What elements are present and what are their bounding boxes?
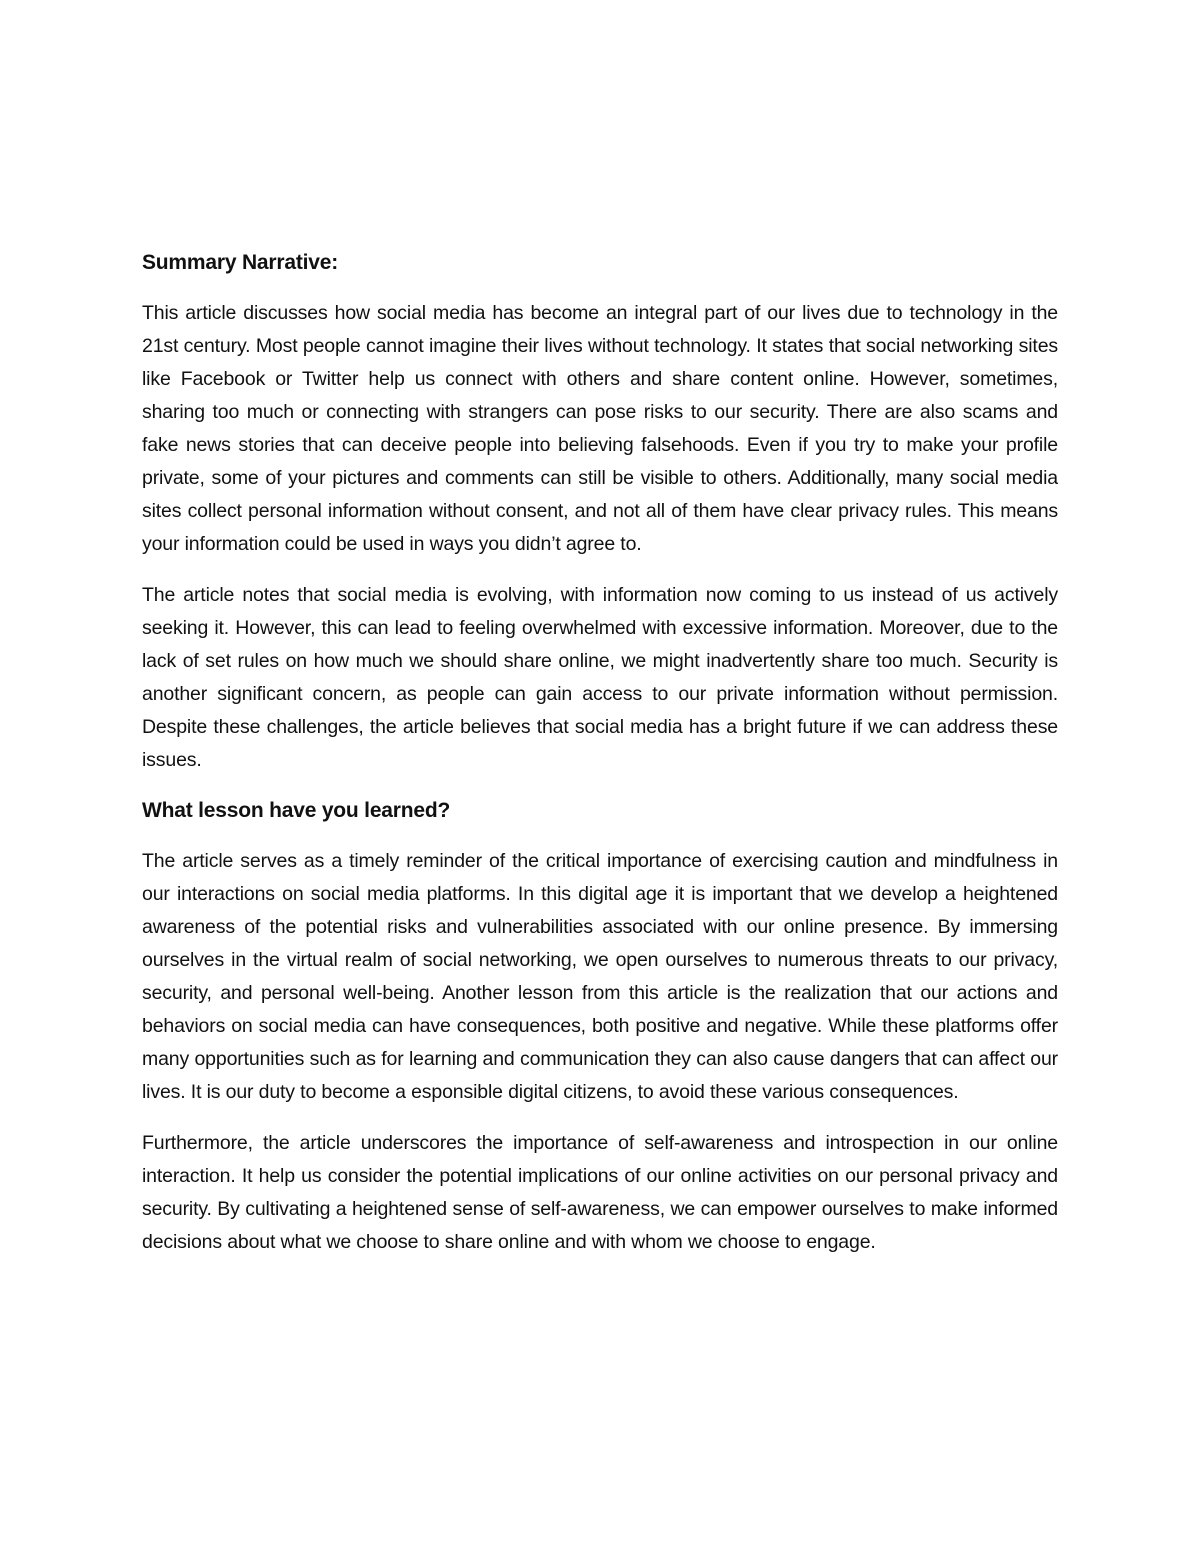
summary-paragraph-1: This article discusses how social media has become an integral part of our lives due to technology in the 21st century. Most people cannot imagine their lives without technology. It states that social networking sites like Facebook or Twitter help us connect with others and share content online. However, sometimes, sharing too much or connecting with strangers can pose risks to our security. There are also scams and fake news stories that can deceive people into believing falsehoods. Even if you try to make your profile private, some of your pictures and comments can still be visible to others. Additionally, many social media sites collect personal information without consent, and not all of them have clear privacy rules. This means your information could be used in ways you didn’t agree to. (142, 302, 1058, 555)
lesson-paragraph-2: Furthermore, the article underscores the importance of self-awareness and introspection in our online interaction. It help us consider the potential implications of our online activities on our personal privacy and security. By cultivating a heightened sense of self-awareness, we can empower ourselves to make informed decisions about what we choose to share online and with whom we choose to engage. (142, 1132, 1058, 1253)
section-heading-summary: Summary Narrative: (142, 251, 338, 274)
summary-paragraph-2: The article notes that social media is evolving, with information now coming to us instead of us actively seeking it. However, this can lead to feeling overwhelmed with excessive information. Moreover, due to the lack of set rules on how much we should share online, we might inadvertently share too much. Security is another significant concern, as people can gain access to our private information without permission. Despite these challenges, the article believes that social media has a bright future if we can address these issues. (142, 584, 1058, 771)
document-body (142, 247, 1058, 1277)
section-heading-lesson: What lesson have you learned? (142, 799, 451, 822)
lesson-paragraph-1: The article serves as a timely reminder of the critical importance of exercising caution and mindfulness in our interactions on social media platforms. In this digital age it is important that we develop a heightened awareness of the potential risks and vulnerabilities associated with our online presence. By immersing ourselves in the virtual realm of social networking, we open ourselves to numerous threats to our privacy, security, and personal well-being. Another lesson from this article is the realization that our actions and behaviors on social media can have consequences, both positive and negative. While these platforms offer many opportunities such as for learning and communication they can also cause dangers that can affect our lives. It is our duty to become a esponsible digital citizens, to avoid these various consequences. (142, 850, 1058, 1103)
